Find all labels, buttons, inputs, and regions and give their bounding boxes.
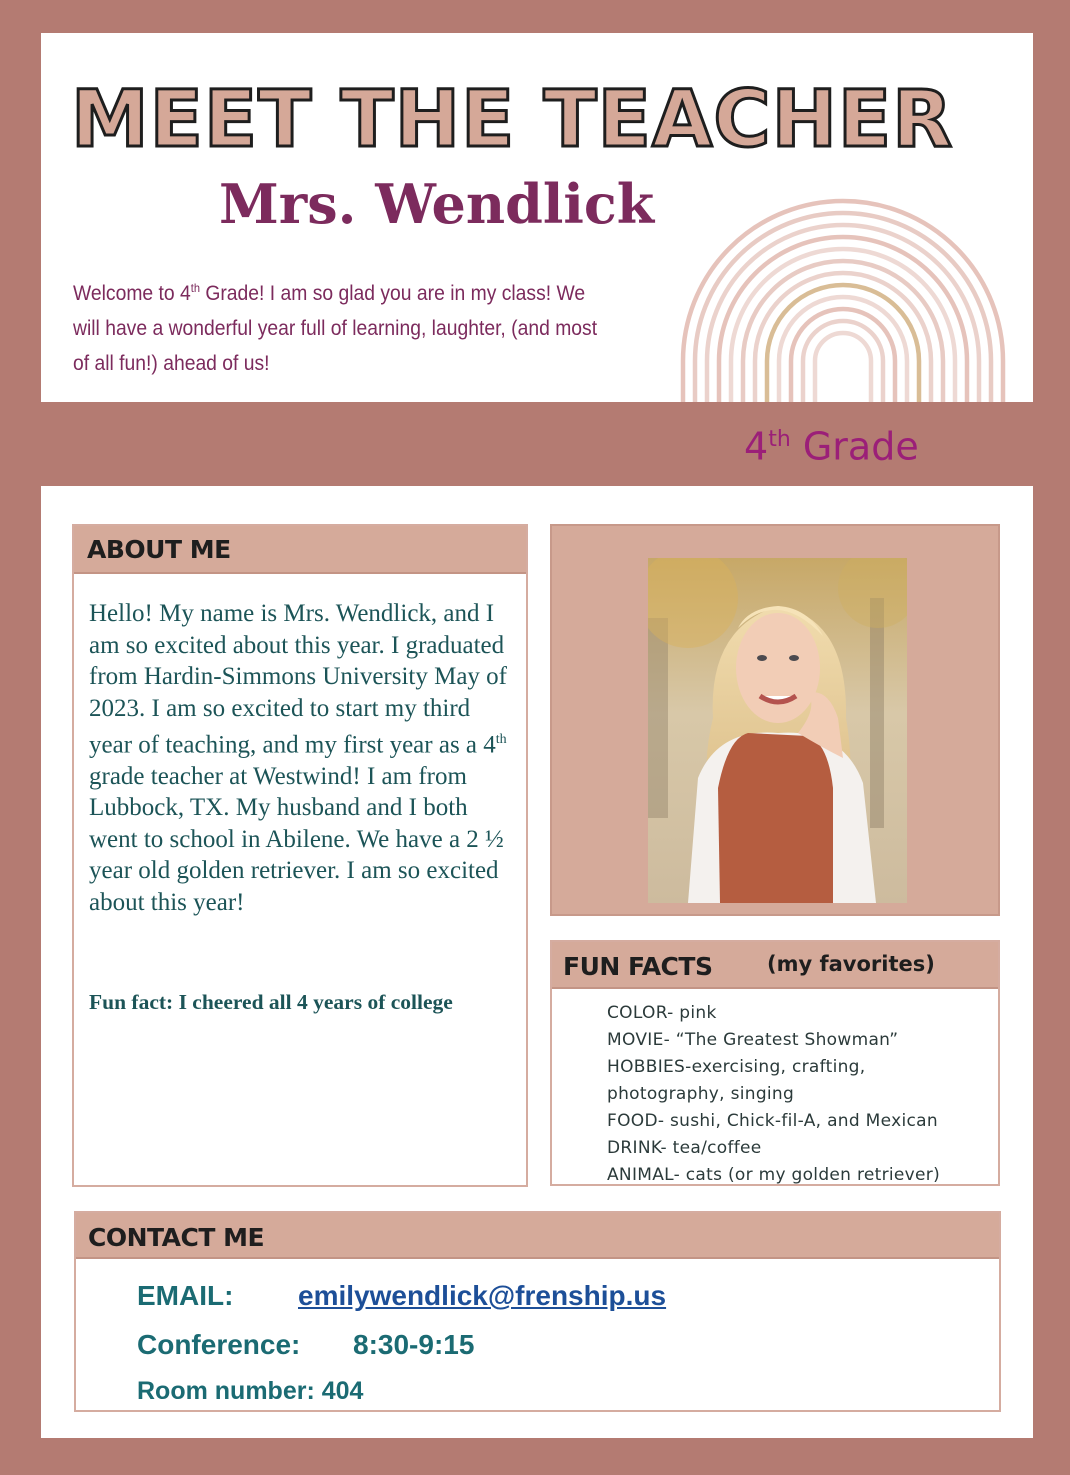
- rainbow-decoration-icon: [673, 191, 1013, 402]
- grade-label: [744, 416, 919, 471]
- email-link[interactable]: emilywendlick@frenship.us: [298, 1280, 667, 1311]
- about-ordinal: th: [495, 732, 507, 747]
- room-number: Room number: 404: [137, 1377, 364, 1405]
- list-item: ANIMAL- cats (or my golden retriever): [607, 1165, 941, 1185]
- welcome-ordinal: th: [190, 281, 200, 295]
- about-fun-fact: Fun fact: I cheered all 4 years of college: [89, 990, 453, 1014]
- list-item: COLOR- pink: [607, 1003, 717, 1023]
- list-item: MOVIE- “The Greatest Showman”: [607, 1030, 899, 1050]
- conference-time: 8:30-9:15: [353, 1329, 475, 1360]
- list-item: photography, singing: [607, 1084, 795, 1104]
- fun-facts-subheading: (my favorites): [767, 952, 935, 976]
- fun-facts-box: [550, 940, 1000, 1186]
- about-me-heading: ABOUT ME: [74, 526, 526, 574]
- welcome-text-start: Welcome to 4: [73, 282, 191, 305]
- about-text-end: grade teacher at Westwind! I am from Lubbock, TX. My husband and I both went to school in Abilene. We have a 2 ½ year old golden retriever. I am so excited about this year!: [89, 762, 504, 916]
- about-me-box: [72, 524, 528, 1187]
- photo-box: [550, 524, 1000, 916]
- welcome-text-end: Grade! I am so glad you are in my class! We will have a wonderful year full of learning, laughter, (and most of all fun!) ahead of us!: [73, 282, 598, 375]
- list-item: FOOD- sushi, Chick-fil-A, and Mexican: [607, 1111, 938, 1131]
- fun-facts-header: [552, 942, 998, 989]
- list-item: HOBBIES-exercising, crafting,: [607, 1057, 866, 1077]
- grade-word: Grade: [790, 424, 919, 469]
- teacher-name: Mrs. Wendlick: [219, 172, 655, 236]
- contact-box: [74, 1211, 1001, 1412]
- about-text-start: Hello! My name is Mrs. Wendlick, and I am so excited about this year. I graduated from Hardin-Simmons University May of 2023. I am so excited to start my third year of teaching, and my first year as a 4: [89, 600, 508, 759]
- page-title: MEET THE TEACHER: [71, 75, 954, 165]
- conference-label: Conference:: [137, 1329, 301, 1360]
- contact-heading: CONTACT ME: [76, 1213, 999, 1259]
- list-item: DRINK- tea/coffee: [607, 1138, 762, 1158]
- welcome-message: [73, 271, 597, 381]
- teacher-photo: [648, 558, 907, 903]
- fun-facts-heading: FUN FACTS: [563, 952, 713, 981]
- header-panel: [41, 33, 1033, 402]
- fun-facts-list: [607, 1000, 997, 1189]
- grade-number: 4: [744, 424, 769, 469]
- teacher-photo-image: [648, 558, 907, 903]
- grade-ordinal: th: [768, 427, 791, 452]
- about-me-text: [89, 598, 519, 918]
- email-label: EMAIL:: [137, 1280, 234, 1311]
